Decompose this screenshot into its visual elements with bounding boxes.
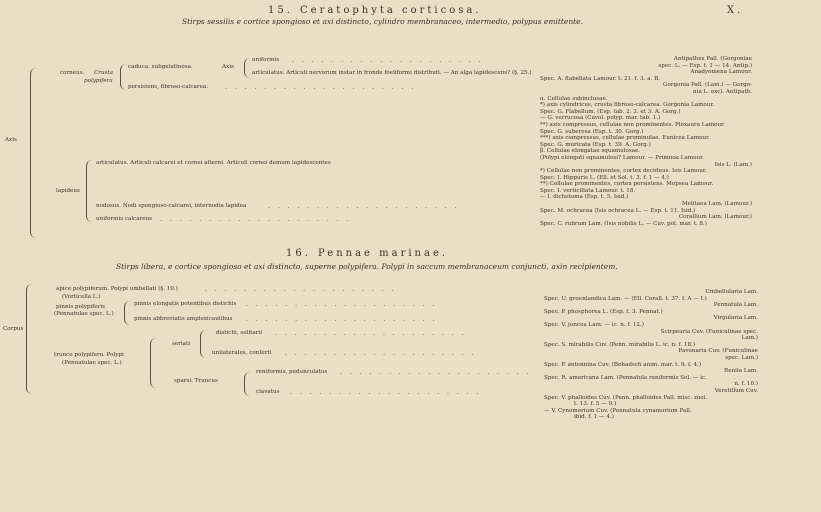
genus-line: nia L. excl. Antipath. [693, 88, 752, 95]
trunco-label: trunco polypifero. Polypi [54, 352, 124, 358]
genus-line: Spec. A. flabellata Lamour. t. 21. f. 3. a. B. [540, 75, 660, 82]
genus-line: — G. verrucosa (Cavol. polyp. mar. tab. 1.) [540, 115, 661, 122]
genus-line: Spec. R. americana Lam. (Pennatula reniformis Sol. — ic. [544, 374, 707, 381]
leader-dots: . . . . . . . . . . . . . . . . . . . . [275, 330, 467, 337]
genus-line: **) axis compressus, cellulae non prominentes. Plexaura Lamour. [540, 121, 725, 128]
genus-line: Gorgonia Pall. (Lam.) — Gorgo- [663, 82, 752, 89]
crusta-label: Crusta [94, 70, 114, 76]
genus-line: Veretillum Cuv. [714, 387, 758, 394]
uniformis2-label: uniformis calcareus [96, 216, 153, 222]
pinnis1-label: pinnis elongatis potentibus distichis [134, 301, 237, 307]
pinnis2-label: pinnis abbreviatis amplexicaulibus [134, 316, 233, 322]
genus-line: *) Cellulae non prominentes, cortex deciduus. Isis Lamour. [540, 168, 707, 175]
pinnis-label: pinnis polypiferis [56, 304, 105, 310]
nodosus-label: nodosus. Nodi spongioso-calcarei, internodia lapidea [96, 203, 247, 209]
genus-line: α. Cellulae subinclusae. [540, 95, 608, 102]
genus-line: Spec. G. suberosa (Esp. t. 30. Gorg.) [540, 128, 644, 135]
genus-line: *) axis cylindricus, crusta fibroso-calcarea. Gorgonia Lamour. [540, 102, 715, 109]
genus-line: Virgularia Lam. [713, 315, 758, 322]
genus-line: Anadyomena Lamour. [690, 69, 752, 76]
leader-dots: . . . . . . . . . . . . . . . . . . . . [292, 57, 484, 64]
apice-label: apice polypiferum. Polypi umbellati (§. 10.) [56, 286, 178, 292]
sparsi-brace [244, 372, 250, 396]
genus-line: Umbellularia Lam. [705, 289, 758, 295]
section-subtitle-16: Stirps libera, e cortice spongioso et axi distincto, superne polypifera. Polypi in saccum membranaceum conjuncti, axin recipientem. [116, 262, 618, 271]
genus-line: Spec. G. Flabellum. (Esp. tab. 2. 3. et 3. A. Gorg.) [540, 108, 681, 115]
genus-line: Corallium Lam. (Lamour.) [678, 214, 752, 221]
genera-list-15 [540, 56, 752, 227]
seriati-brace [200, 330, 206, 358]
corneus-label: corneus. [60, 70, 85, 76]
leader-dots: . . . . . . . . . . . . . . . . . . . . [246, 301, 438, 308]
uniformis-label: uniformis [252, 57, 280, 63]
genus-line: Melitaea Lam. (Lamour.) [681, 201, 752, 208]
genus-line: Renila Lam. [724, 368, 758, 375]
section-title-16: Pennae marinae. [318, 248, 449, 259]
corpus-label: Corpus [3, 326, 24, 332]
reniformis-label: reniformis, pedunculatus [256, 369, 328, 375]
clavatus-label: clavatus [256, 389, 280, 395]
genus-line: spec. L. — Esp. t. 1 — 14. Antip.) [658, 62, 752, 69]
pinnis-brace [124, 301, 130, 325]
genera-list-16 [544, 289, 758, 421]
seriati-label: seriati [172, 341, 191, 347]
leader-dots: . . . . . . . . . . . . . . . . . . . . [268, 203, 460, 210]
genus-line: Scirpearia Cuv. (Funiculinae spec. [660, 328, 758, 335]
genus-line: spec. Lam.) [725, 354, 758, 361]
leader-dots: . . . . . . . . . . . . . . . . . . . . [246, 316, 438, 323]
genus-line: — I. dichotoma (Esp. t. 5. Isid.) [540, 194, 629, 201]
axis-brace [30, 68, 39, 238]
verticella-label: (Vorticella L.) [62, 294, 101, 300]
genus-line: (Polypi elongati squamulosi? Lamour. — Primnoa Lamour. [540, 154, 704, 161]
genus-line: Pavonaria Cuv. (Funiculinae [678, 348, 758, 355]
genus-line: Spec. S. mirabilis Cuv. (Penn. mirabilis L. ic. n. f. 18.) [544, 341, 696, 348]
genus-line: Spec. P. antennina Cuv. (Bohadsch anim. mar. t. 9. f. 4.) [544, 361, 702, 368]
genus-line: Spec. I. Hippuris L. (Ell. et Sol. t. 3. f. 1 — 4.) [540, 174, 669, 181]
sparsi-label: sparsi. Truncus [174, 378, 218, 384]
genus-line: ibid. f. 1 — 4.) [574, 414, 614, 421]
axis2-brace [244, 58, 250, 78]
genus-line: ***) axis compressus, cellulae prominulae. Eunicea Lamour. [540, 135, 710, 142]
section-number-16: 16. [286, 248, 311, 259]
leader-dots: . . . . . . . . . . . . . . . . . . . . [205, 286, 397, 293]
section-subtitle-15: Stirps sessilis e cortice spongioso et axi distincto, cylindro membranaceo, intermedio, polypus emittente. [182, 17, 584, 26]
genus-line: Spec. M. ochracea (Isis ochracea L. — Esp. t. 11. Isid.) [540, 207, 696, 214]
section-roman: X. [727, 5, 744, 16]
polypi-brace [150, 338, 156, 388]
lapideus-label: lapideus [56, 188, 80, 194]
leader-dots: . . . . . . . . . . . . . . . . . . . . [290, 389, 482, 396]
pennatulae2-label: (Pennatulae spec. L.) [62, 360, 122, 366]
genus-line: Lam.) [741, 335, 758, 342]
genus-line: Pennatula Lam. [713, 302, 758, 309]
section-number-15: 15. [268, 5, 293, 16]
genus-line: **) Cellulae prominentes, cortex persistens. Mopsea Lamour. [540, 181, 714, 188]
articulatus2-label: articulatus. Articuli calcarei et cornei alterni. Articuli cornei demum lapidescentes [96, 160, 331, 166]
genus-line: n. f. 10.) [734, 381, 758, 388]
genus-line: Antipathes Pall. (Gorgoniae [673, 56, 752, 62]
polypifera-label: polypifera [84, 78, 113, 84]
caduca-label: caduca, subgelatinosa. [128, 64, 193, 70]
unilaterales-label: unilaterales, conferti [212, 350, 272, 356]
genus-line: Spec. P. phosphorea L. (Esp. t. 3. Pennat.) [544, 308, 663, 315]
crusta-brace [120, 64, 126, 90]
genus-line: Spec. V. phalloides Cuv. (Penn. phalloides Pall. misc. zool. [544, 394, 708, 401]
corpus-brace [26, 284, 33, 394]
genus-line: Spec. G. muricata (Esp. t. 39. A. Gorg.) [540, 141, 651, 148]
leader-dots: . . . . . . . . . . . . . . . . . . . . [225, 84, 417, 91]
leader-dots: . . . . . . . . . . . . . . . . . . . . [160, 216, 352, 223]
genus-line: Spec. V. juncea Lam. — ic. n. f. 12.) [544, 321, 644, 328]
genus-line: Spec. I. verticillata Lamour. t. 18. [540, 187, 636, 194]
persistens-label: persistens, fibroso-calcarea. [128, 84, 208, 90]
axis2-label: Axis [222, 64, 234, 70]
leader-dots: . . . . . . . . . . . . . . . . . . . . [340, 369, 532, 376]
section-title-15: Ceratophyta corticosa. [300, 5, 482, 16]
disticha-label: distichi, solitarii [216, 330, 263, 336]
articulatus-label: articulatus. Articuli nervorum instar in fronde foeliformi distributi. — An alga lapidescens? (§. 25.) [252, 70, 532, 76]
leader-dots: . . . . . . . . . . . . . . . . . . . . [285, 350, 477, 357]
genus-line: Spec. U. groenlandica Lam. — (Ell. Corall. t. 37. f. A — I.) [544, 295, 707, 302]
pennatula-label: (Pennatulae spec. L.) [54, 311, 114, 317]
genus-line: Spec. C. rubrum Lam. (Isis nobilis L. — Cuv. pol. mar. t. 8.) [540, 220, 707, 227]
genus-line: t. 13. f. 5 — 9.) [574, 401, 617, 408]
genus-line: — V. Cynomorium Cuv. (Pennatula cynamorium Pall. [544, 407, 692, 414]
genus-line: β. Cellulae elongatae squamulosae. [540, 148, 641, 155]
genus-line: Isis L. (Lam.) [714, 161, 752, 168]
lapideus-brace [86, 160, 93, 222]
axis-label: Axis [5, 137, 17, 143]
